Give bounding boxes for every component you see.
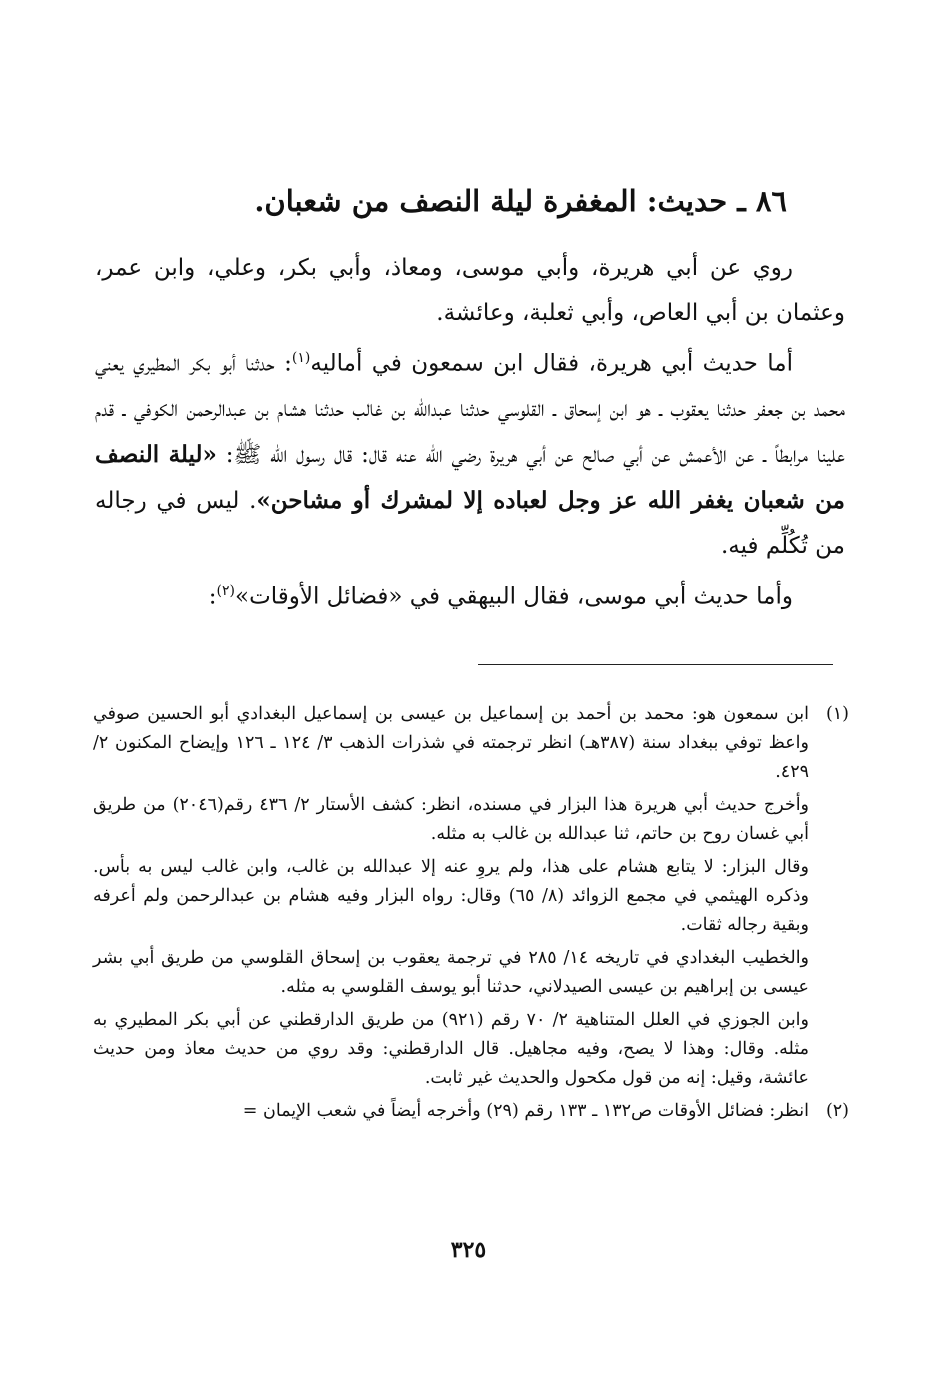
para2-mid: : حدثنا أبو بكر المطيري يعني محمد بن جعفر حدثنا يعقوب ـ هو ابن إسحاق ـ القلوسي حدثنا عبدالله بن غالب حدثنا هشام بن عبدالرحمن الكوفي ـ قدم علينا مرابطاً ـ عن الأعمش عن أبي صالح عن أبي هريرة رضي الله عنه قال: قال رسول الله ﷺ: <box>95 350 845 468</box>
para2-end: . ليس في رجاله من تُكُلِّم فيه. <box>95 487 845 559</box>
footnote-separator <box>478 664 833 665</box>
footnote-ref-1: (١) <box>291 350 311 366</box>
footnote-1-number: (١) <box>825 704 849 724</box>
footnote-1 <box>93 700 849 1097</box>
footnote-ref-2: (٢) <box>216 582 235 599</box>
footnote-2-para: انظر: فضائل الأوقات ص١٣٢ ـ ١٣٣ رقم (٢٩) وأخرجه أيضاً في شعب الإيمان = <box>242 1101 809 1121</box>
footnote-1-para: وأخرج حديث أبي هريرة هذا البزار في مسنده، انظر: كشف الأستار ٢/ ٤٣٦ رقم(٢٠٤٦) من طريق أبي غسان روح بن حاتم، ثنا عبدالله بن غالب به مثله. <box>93 795 810 844</box>
hadith-text: «ليلة النصف من شعبان يغفر الله عز وجل لعباده إلا لمشرك أو مشاحن» <box>95 440 845 514</box>
paragraph-abu-hurayra <box>95 336 845 569</box>
main-text <box>95 246 845 619</box>
paragraph-narrators: روي عن أبي هريرة، وأبي موسى، ومعاذ، وأبي بكر، وعلي، وابن عمر، وعثمان بن أبي العاص، وأبي ثعلبة، وعائشة. <box>95 255 845 326</box>
para3-end: : <box>208 583 217 610</box>
footnotes <box>93 700 849 1130</box>
section-heading: ٨٦ ـ حديث: المغفرة ليلة النصف من شعبان. <box>254 184 787 218</box>
para3-start: وأما حديث أبي موسى، فقال البيهقي في «فضائل الأوقات» <box>235 583 793 610</box>
footnote-1-para: وقال البزار: لا يتابع هشام على هذا، ولم يروِ عنه إلا عبدالله بن غالب، وابن غالب ليس به بأس. وذكره الهيثمي في مجمع الزوائد (٨/ ٦٥) وقال: رواه البزار وفيه هشام بن عبدالرحمن ولم أعرفه وبقية رجاله ثقات. <box>93 857 809 935</box>
page-number: ٣٢٥ <box>450 1237 487 1263</box>
footnote-2 <box>93 1097 849 1130</box>
footnote-1-body <box>93 700 809 1097</box>
footnote-1-para: ابن سمعون هو: محمد بن أحمد بن إسماعيل بن عيسى بن إسماعيل البغدادي أبو الحسين صوفي واعظ توفي ببغداد سنة (٣٨٧هـ) انظر ترجمته في شذرات الذهب ٣/ ١٢٤ ـ ١٢٦ وإيضاح المكنون ٢/ ٤٢٩. <box>93 704 809 782</box>
paragraph-abu-musa <box>95 569 845 620</box>
footnote-2-body <box>93 1097 809 1130</box>
footnote-2-number: (٢) <box>825 1101 849 1121</box>
para2-start: أما حديث أبي هريرة، فقال ابن سمعون في أماليه <box>310 350 794 377</box>
footnote-1-para: وابن الجوزي في العلل المتناهية ٢/ ٧٠ رقم (٩٢١) من طريق الدارقطني عن أبي بكر المطيري به مثله. وقال: وهذا لا يصح، وفيه مجاهيل. قال الدارقطني: وقد روي من حديث معاذ ومن حديث عائشة، وقيل: إنه من قول مكحول والحديث غير ثابت. <box>93 1010 809 1088</box>
footnote-1-para: والخطيب البغدادي في تاريخه ١٤/ ٢٨٥ في ترجمة يعقوب بن إسحاق القلوسي من طريق أبي بشر عيسى بن إبراهيم بن عيسى الصيدلاني، حدثنا أبو يوسف القلوسي به مثله. <box>93 948 810 997</box>
